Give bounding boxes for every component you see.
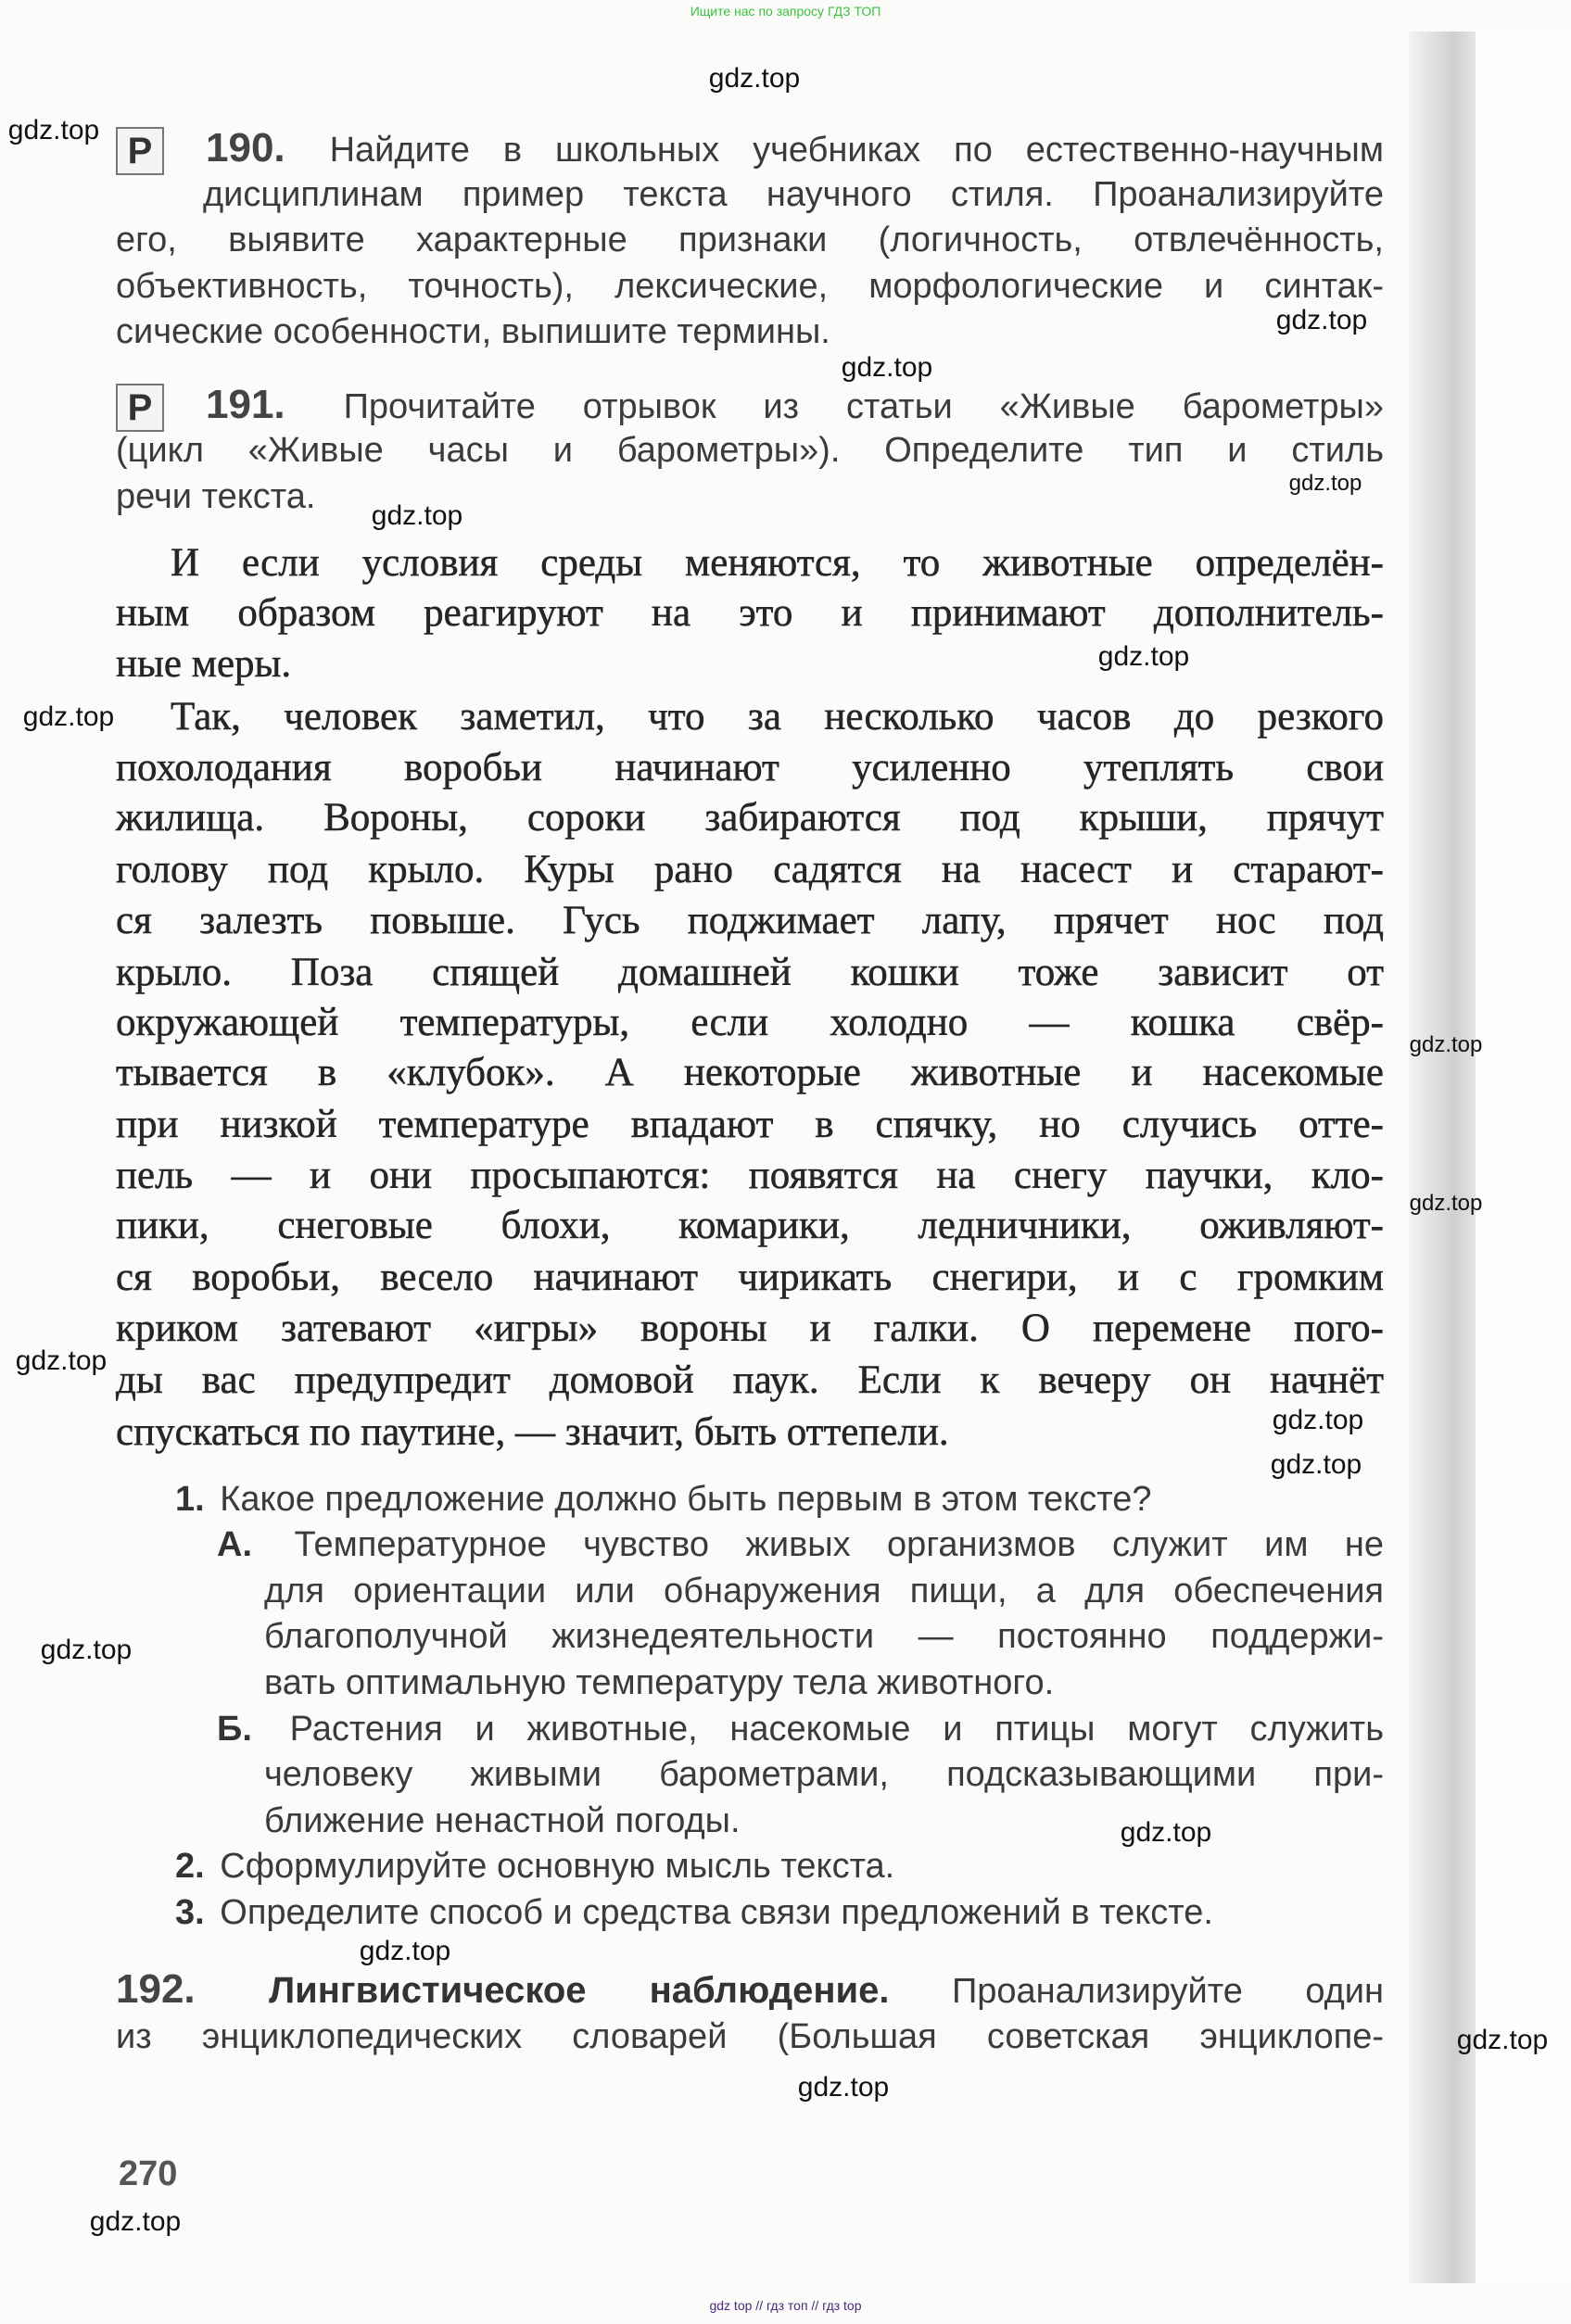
text-line — [206, 125, 1384, 171]
reading-text-line — [116, 1052, 1384, 1094]
watermark: gdz.top — [22, 701, 115, 732]
reading-text-line — [171, 696, 1384, 739]
line-text: ды вас предупредит домовой паук. Если к вечеру он начнёт — [116, 1358, 1384, 1402]
watermark: gdz.top — [1409, 1032, 1483, 1057]
line-text: похолодания воробьи начинают усиленно утеплять свои — [116, 746, 1384, 789]
line-text: криком затевают «игры» вороны и галки. О перемене пого- — [116, 1307, 1384, 1350]
line-text: сические особенности, выпишите термины. — [116, 312, 830, 351]
reading-text-line — [116, 1104, 1384, 1146]
watermark: gdz.top — [89, 2206, 182, 2237]
line-text: благополучной жизнедеятельности — постоянно поддержи- — [264, 1617, 1384, 1656]
line-text: крыло. Поза спящей домашней кошки тоже зависит от — [116, 951, 1384, 994]
text-line — [264, 1664, 1054, 1701]
watermark: gdz.top — [1120, 1817, 1212, 1848]
reading-text-line — [116, 1359, 1384, 1402]
reading-text-line — [116, 1205, 1384, 1247]
line-text: его, выявите характерные признаки (логичность, отвлечённость, — [116, 221, 1384, 259]
text-line — [203, 176, 1384, 213]
text-line — [175, 1894, 1213, 1931]
line-text: из энциклопедических словарей (Большая советская энциклопе- — [116, 2017, 1384, 2056]
exercise-190-badge: Р — [116, 127, 164, 175]
line-text: вать оптимальную температуру тела животного. — [264, 1663, 1055, 1702]
line-text: спускаться по паутине, — значит, быть оттепели. — [116, 1410, 949, 1454]
line-text: (цикл «Живые часы и барометры»). Определите тип и стиль — [116, 431, 1384, 470]
watermark: gdz.top — [1409, 1191, 1483, 1216]
line-text: объективность, точность), лексические, морфологические и синтак- — [116, 267, 1384, 306]
reading-text-line — [116, 952, 1384, 994]
reading-text-line — [116, 849, 1384, 891]
footer-note: gdz top // гдз топ // гдз top — [709, 2298, 862, 2313]
text-line — [206, 382, 1385, 427]
page-margin — [1476, 32, 1571, 2283]
reading-text-line — [116, 1257, 1384, 1299]
text-line — [116, 2018, 1384, 2055]
page-spine-shadow — [1409, 32, 1476, 2283]
line-text: Так, человек заметил, что за несколько часов до резкого — [171, 695, 1384, 739]
line-text: Растения и животные, насекомые и птицы могут служить — [289, 1710, 1385, 1749]
line-text: человеку живыми барометрами, подсказывающими при- — [264, 1755, 1384, 1794]
reading-text-line — [116, 1002, 1384, 1044]
watermark: gdz.top — [797, 2072, 890, 2103]
line-text: Сформулируйте основную мысль текста. — [220, 1847, 895, 1886]
line-text: ся залезть повыше. Гусь поджимает лапу, прячет нос под — [116, 899, 1384, 942]
watermark: gdz.top — [1272, 1405, 1364, 1435]
reading-text-line — [116, 643, 291, 686]
line-text: ные меры. — [116, 642, 292, 686]
reading-text-line — [116, 797, 1384, 840]
text-line — [175, 1481, 1151, 1518]
exercise-191-badge: Р — [116, 384, 164, 432]
text-line — [264, 1618, 1384, 1655]
text-line — [116, 268, 1384, 305]
line-text: Определите способ и средства связи предложений в тексте. — [220, 1893, 1213, 1932]
reading-text-line — [116, 1155, 1384, 1197]
exercise-number: 191. — [206, 382, 285, 427]
watermark: gdz.top — [15, 1345, 108, 1376]
exercise-number: 192. — [116, 1966, 196, 2012]
text-line — [116, 221, 1384, 259]
watermark: gdz.top — [708, 63, 801, 94]
watermark: gdz.top — [371, 500, 463, 531]
reading-text-line — [116, 1411, 949, 1454]
reading-text-line — [116, 900, 1384, 942]
text-line — [116, 432, 1384, 469]
line-text: И если условия среды меняются, то животные определён- — [171, 541, 1384, 585]
exercise-number: 3. — [175, 1893, 205, 1932]
exercise-number: А. — [217, 1525, 252, 1564]
watermark: gdz.top — [40, 1635, 133, 1665]
text-line — [264, 1572, 1384, 1610]
text-line — [217, 1526, 1384, 1563]
text-line — [217, 1711, 1384, 1748]
header-note: Ищите нас по запросу ГДЗ ТОП — [690, 4, 881, 19]
line-text: ным образом реагируют на это и принимают дополнитель- — [116, 591, 1384, 635]
line-text: для ориентации или обнаружения пищи, а для обеспечения — [264, 1572, 1384, 1610]
watermark: gdz.top — [1097, 641, 1190, 672]
reading-text-line — [116, 592, 1384, 635]
watermark: gdz.top — [7, 115, 100, 145]
watermark: gdz.top — [1456, 2025, 1549, 2055]
page-number: 270 — [119, 2154, 178, 2193]
line-text: Прочитайте отрывок из статьи «Живые барометры» — [343, 387, 1385, 426]
exercise-192-title: Лингвистическое наблюдение. — [269, 1970, 890, 2011]
reading-text-line — [171, 542, 1384, 585]
line-text: речи текста. — [116, 477, 316, 516]
line-text: Температурное чувство живых организмов служит им не — [294, 1525, 1385, 1564]
text-line — [175, 1848, 894, 1885]
watermark: gdz.top — [1288, 471, 1362, 496]
reading-text-line — [116, 1307, 1384, 1350]
line-text: ближение ненастной погоды. — [264, 1801, 741, 1840]
line-text: Проанализируйте один — [951, 1972, 1385, 2011]
text-line — [264, 1802, 741, 1839]
text-line — [116, 313, 830, 350]
watermark: gdz.top — [1270, 1449, 1362, 1480]
line-text: дисциплинам пример текста научного стиля. Проанализируйте — [203, 175, 1384, 214]
text-line — [264, 1756, 1384, 1793]
exercise-number: 1. — [175, 1480, 205, 1519]
watermark: gdz.top — [841, 352, 933, 383]
line-text: ся воробьи, весело начинают чирикать снегири, и с громким — [116, 1256, 1384, 1299]
line-text: голову под крыло. Куры рано садятся на насест и старают- — [116, 848, 1384, 891]
watermark: gdz.top — [1275, 305, 1368, 335]
line-text: при низкой температуре впадают в спячку, но случись отте- — [116, 1103, 1384, 1146]
text-line — [116, 1966, 1385, 2012]
line-text: пики, снеговые блохи, комарики, ледничники, оживляют- — [116, 1204, 1384, 1247]
line-text: тывается в «клубок». А некоторые животные и насекомые — [116, 1051, 1384, 1094]
line-text: окружающей температуры, если холодно — кошка свёр- — [116, 1001, 1384, 1044]
exercise-number: 190. — [206, 125, 285, 171]
exercise-number: Б. — [217, 1710, 252, 1749]
text-line — [116, 478, 315, 515]
line-text: Найдите в школьных учебниках по естественно-научным — [329, 131, 1384, 170]
exercise-number: 2. — [175, 1847, 205, 1886]
line-text: пель — и они просыпаются: появятся на снегу паучки, кло- — [116, 1154, 1384, 1197]
watermark: gdz.top — [359, 1936, 451, 1966]
reading-text-line — [116, 747, 1384, 789]
line-text: жилища. Вороны, сороки забираются под крыши, прячут — [116, 796, 1384, 840]
line-text: Какое предложение должно быть первым в этом тексте? — [220, 1480, 1152, 1519]
